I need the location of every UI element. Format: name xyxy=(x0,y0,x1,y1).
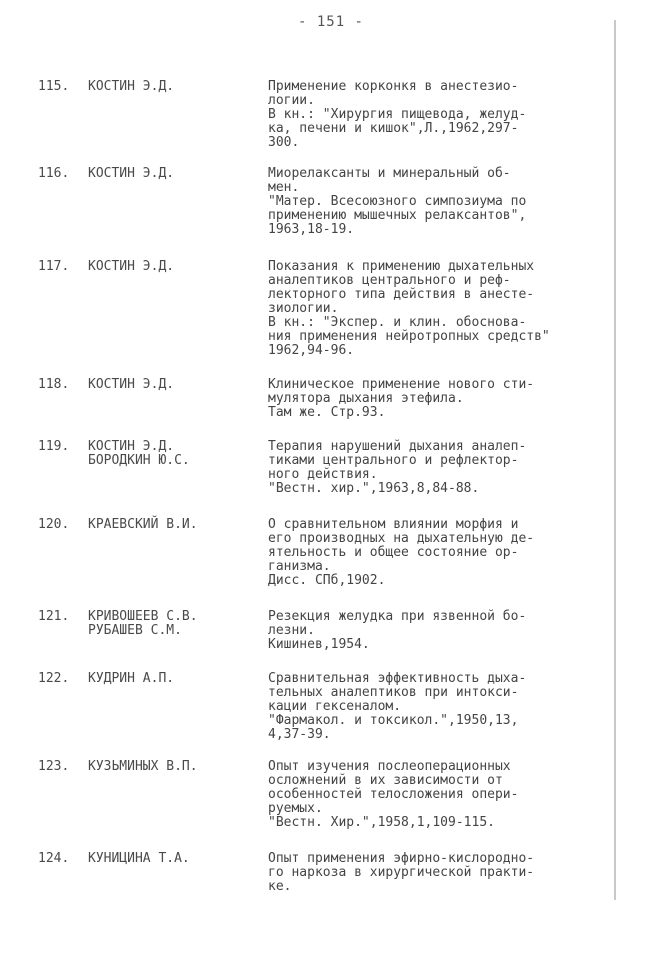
entry-author: КУДРИН А.П. xyxy=(88,671,175,686)
entry-description: Сравнительная эффективность дыха- тельных аналептиков при интокси- кации гексеналом. "Фармакол. и токсикол.",1950,13, 4,37-39. xyxy=(268,671,527,742)
entry-author: КУЗЬМИНЫХ В.П. xyxy=(88,759,198,774)
entry-author: КОСТИН Э.Д. xyxy=(88,166,175,181)
entry-description: Миорелаксанты и минеральный об- мен. "Матер. Всесоюзного симпозиума по применению мышечных релаксантов", 1963,18-19. xyxy=(268,166,527,237)
entry-number: 118. xyxy=(38,377,70,392)
entry-description: Резекция желудка при язвенной бо- лезни. Кишинев,1954. xyxy=(268,609,527,652)
entry-number: 120. xyxy=(38,517,70,532)
entry-description: Применение корконкя в анестезио- логии. В кн.: "Хирургия пищевода, желуд- ка, печени и кишок",Л.,1962,297- 300. xyxy=(268,79,527,150)
entry-number: 121. xyxy=(38,609,70,624)
entry-author: КРАЕВСКИЙ В.И. xyxy=(88,517,198,532)
entry-number: 115. xyxy=(38,79,70,94)
entry-description: Клиническое применение нового сти- мулятора дыхания этефила. Там же. Стр.93. xyxy=(268,377,535,420)
entry-description: Терапия нарушений дыхания аналеп- тиками центрального и рефлектор- ного действия. "Вестн. хир.",1963,8,84-88. xyxy=(268,439,527,496)
entry-number: 122. xyxy=(38,671,70,686)
entry-author: КРИВОШЕЕВ С.В. РУБАШЕВ С.М. xyxy=(88,609,198,638)
entry-author: КУНИЦИНА Т.А. xyxy=(88,851,190,866)
entry-description: О сравнительном влиянии морфия и его производных на дыхательную де- ятельность и общее состояние ор- ганизма. Дисс. СПб,1902. xyxy=(268,517,535,588)
entry-number: 117. xyxy=(38,259,70,274)
entry-number: 119. xyxy=(38,439,70,454)
entry-number: 123. xyxy=(38,759,70,774)
entry-description: Показания к применению дыхательных аналептиков центрального и реф- лекторного типа действия в анесте- зиологии. В кн.: "Экспер. и клин. обоснова- ния применения нейротропных средств" 1962,94-96. xyxy=(268,259,550,358)
entry-description: Опыт применения эфирно-кислородно- го наркоза в хирургической практи- ке. xyxy=(268,851,535,894)
page-number: - 151 - xyxy=(297,14,364,30)
entry-number: 124. xyxy=(38,851,70,866)
entry-number: 116. xyxy=(38,166,70,181)
entry-author: КОСТИН Э.Д. xyxy=(88,377,175,392)
entry-author: КОСТИН Э.Д. xyxy=(88,259,175,274)
entry-author: КОСТИН Э.Д. xyxy=(88,79,175,94)
entry-author: КОСТИН Э.Д. БОРОДКИН Ю.С. xyxy=(88,439,190,468)
entry-description: Опыт изучения послеоперационных осложнений в их зависимости от особенностей телосложения опери- руемых. "Вестн. Хир.",1958,1,109-115. xyxy=(268,759,519,830)
